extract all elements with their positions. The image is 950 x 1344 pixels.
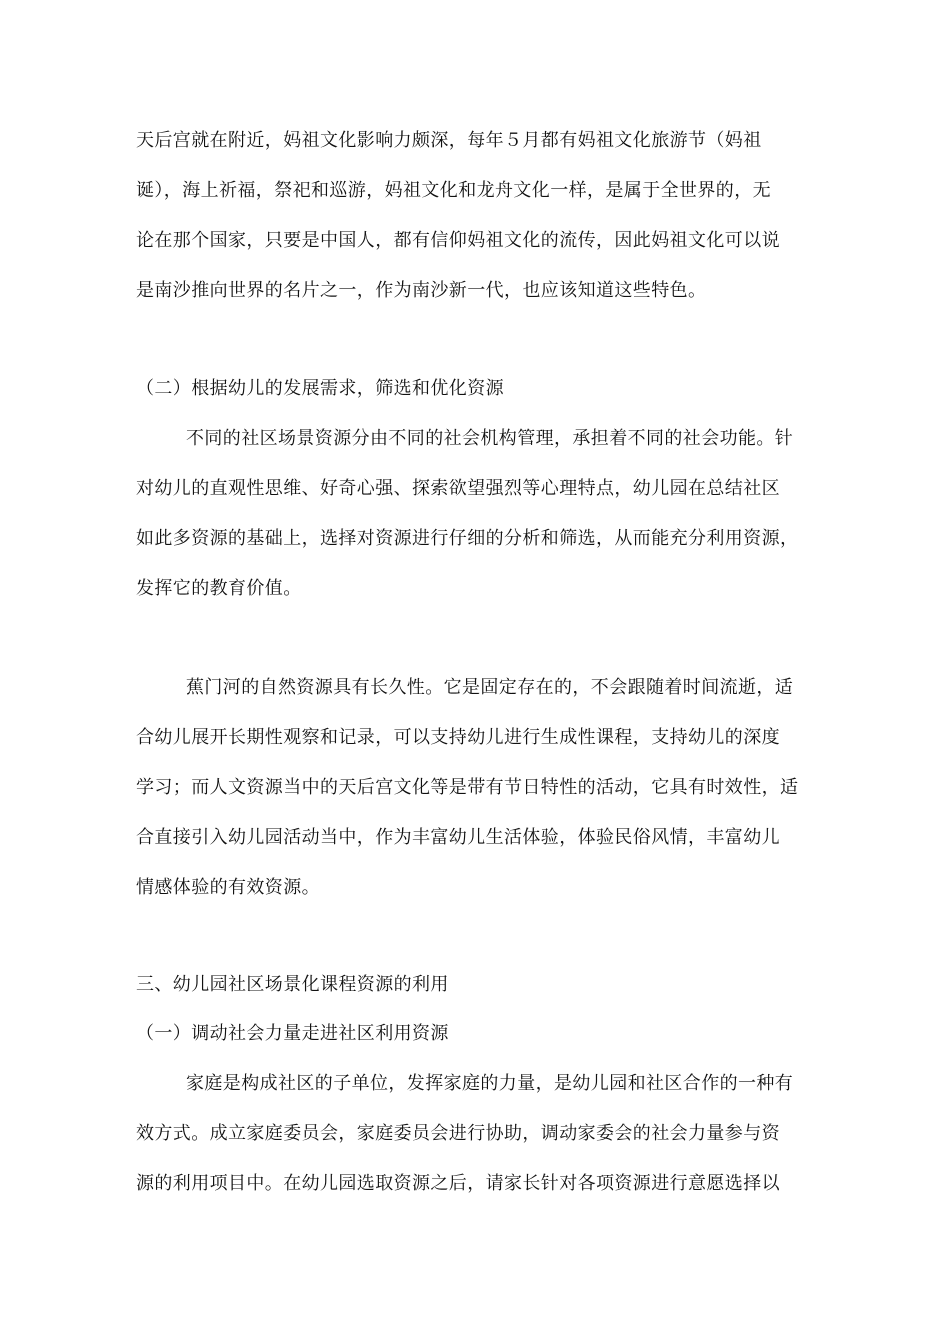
paragraph-line: 诞），海上祈福，祭祀和巡游，妈祖文化和龙舟文化一样，是属于全世界的，无 [136,180,771,201]
paragraph-line: 蕉门河的自然资源具有长久性。它是固定存在的，不会跟随着时间流逝，适 [186,677,794,698]
paragraph-line: 家庭是构成社区的子单位，发挥家庭的力量，是幼儿园和社区合作的一种有 [186,1073,794,1094]
paragraph-line: 源的利用项目中。在幼儿园选取资源之后，请家长针对各项资源进行意愿选择以 [136,1173,780,1194]
paragraph-line: 对幼儿的直观性思维、好奇心强、探索欲望强烈等心理特点，幼儿园在总结社区 [136,478,780,499]
chapter-heading: 三、幼儿园社区场景化课程资源的利用 [136,974,449,995]
section-heading: （二）根据幼儿的发展需求，筛选和优化资源 [136,378,504,399]
paragraph-line: 不同的社区场景资源分由不同的社会机构管理，承担着不同的社会功能。针 [186,428,794,449]
paragraph-line: 学习；而人文资源当中的天后宫文化等是带有节日特性的活动，它具有时效性，适 [136,777,799,798]
paragraph-line: 合幼儿展开长期性观察和记录，可以支持幼儿进行生成性课程，支持幼儿的深度 [136,727,780,748]
paragraph-line: 效方式。成立家庭委员会，家庭委员会进行协助，调动家委会的社会力量参与资 [136,1123,780,1144]
paragraph-line: 天后宫就在附近，妈祖文化影响力颇深，每年５月都有妈祖文化旅游节（妈祖 [136,130,762,151]
paragraph-line: 合直接引入幼儿园活动当中，作为丰富幼儿生活体验，体验民俗风情，丰富幼儿 [136,827,780,848]
paragraph-line: 是南沙推向世界的名片之一，作为南沙新一代，也应该知道这些特色。 [136,280,707,301]
section-heading: （一）调动社会力量走进社区利用资源 [136,1023,449,1044]
paragraph-line: 论在那个国家，只要是中国人，都有信仰妈祖文化的流传，因此妈祖文化可以说 [136,230,780,251]
paragraph-line: 如此多资源的基础上，选择对资源进行仔细的分析和筛选，从而能充分利用资源， [136,528,799,549]
paragraph-line: 情感体验的有效资源。 [136,877,320,898]
paragraph-line: 发挥它的教育价值。 [136,578,302,599]
